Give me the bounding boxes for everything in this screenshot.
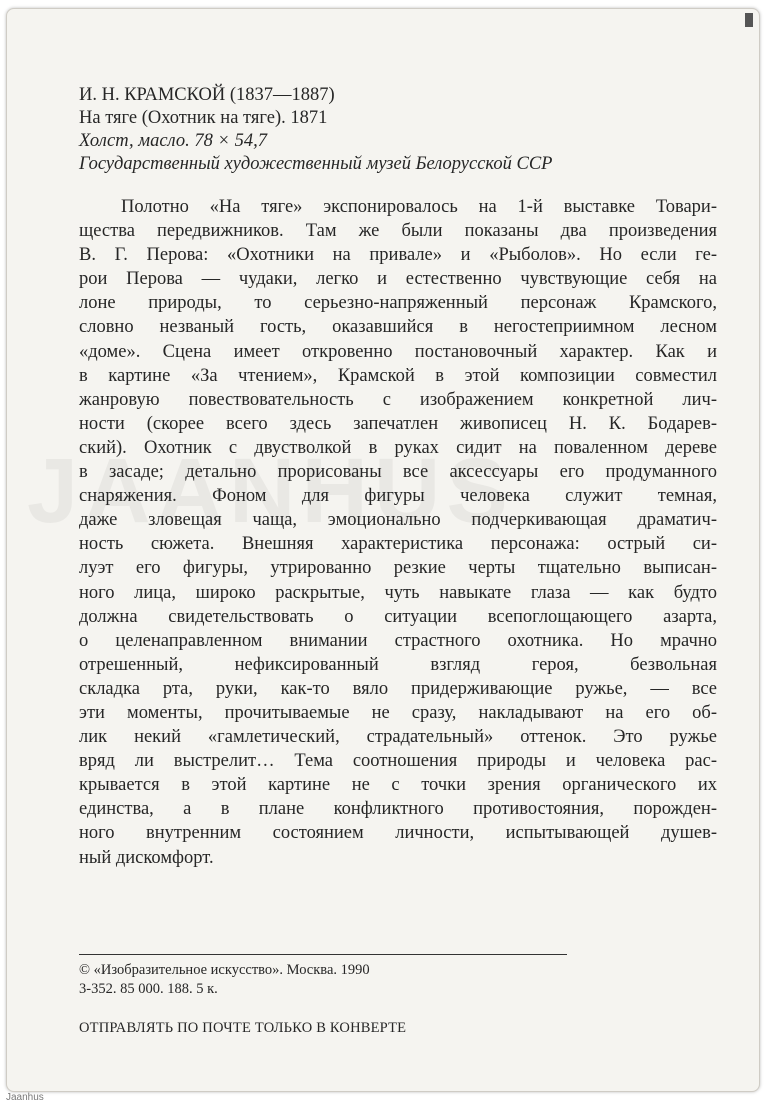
text-line: складка рта, руки, как-то вяло придерживающие ружье, — все <box>79 678 717 699</box>
medium-line: Холст, масло. 78 × 54,7 <box>79 131 267 151</box>
mail-notice: ОТПРАВЛЯТЬ ПО ПОЧТЕ ТОЛЬКО В КОНВЕРТЕ <box>79 1020 407 1036</box>
text-line: ности (скорее всего здесь запечатлен живописец Н. К. Бодарев- <box>79 413 717 434</box>
text-line: словно незваный гость, оказавшийся в негостеприимном лесном <box>79 317 717 338</box>
text-line: отрешенный, нефиксированный взгляд героя, безвольная <box>79 654 717 675</box>
text-line: В. Г. Перова: «Охотники на привале» и «Рыболов». Но если ге- <box>79 245 717 266</box>
text-line: лик некий «гамлетический, страдательный» оттенок. Это ружье <box>79 727 717 748</box>
description-text <box>79 195 717 870</box>
print-info-line: 3-352. 85 000. 188. 5 к. <box>79 981 218 997</box>
text-line: в картине «За чтением», Крамской в этой композиции совместил <box>79 365 717 386</box>
text-line: снаряжения. Фоном для фигуры человека служит темная, <box>79 486 717 507</box>
author-line: И. Н. КРАМСКОЙ (1837—1887) <box>79 85 335 105</box>
source-label: Jaanhus <box>6 1092 44 1103</box>
text-line: ный дискомфорт. <box>79 847 214 868</box>
text-line: эти моменты, прочитываемые не сразу, накладывают на его об- <box>79 702 717 723</box>
copyright-line: © «Изобразительное искусство». Москва. 1990 <box>79 962 370 978</box>
text-line: луэт его фигуры, утрированно резкие черты тщательно выписан- <box>79 558 717 579</box>
postcard-back <box>6 8 760 1092</box>
text-line: должна свидетельствовать о ситуации всепоглощающего азарта, <box>79 606 717 627</box>
footer-divider <box>79 954 567 955</box>
text-line: даже зловещая чаща, эмоционально подчеркивающая драматич- <box>79 510 717 531</box>
museum-line: Государственный художественный музей Белорусской ССР <box>79 154 553 174</box>
text-line: вряд ли выстрелит… Тема соотношения природы и человека рас- <box>79 751 717 772</box>
text-line: рои Перова — чудаки, легко и естественно чувствующие себя на <box>79 269 717 290</box>
text-line: в засаде; детально прорисованы все аксессуары его продуманного <box>79 462 717 483</box>
text-line: ного лица, широко раскрытые, чуть навыкате глаза — как будто <box>79 582 717 603</box>
text-line: «доме». Сцена имеет откровенно постановочный характер. Как и <box>79 341 717 362</box>
title-line: На тяге (Охотник на тяге). 1871 <box>79 108 328 128</box>
publisher-footer <box>79 961 719 1038</box>
text-line: о целенаправленном внимании страстного охотника. Но мрачно <box>79 630 717 651</box>
text-line: крывается в этой картине не с точки зрения органического их <box>79 775 717 796</box>
text-line: жанровую повествовательность с изображением конкретной лич- <box>79 389 717 410</box>
text-line: ность сюжета. Внешняя характеристика персонажа: острый си- <box>79 534 717 555</box>
text-line: единства, а в плане конфликтного противостояния, порожден- <box>79 799 717 820</box>
corner-mark <box>745 13 753 27</box>
text-line: щества передвижников. Там же были показаны два произведения <box>79 221 717 242</box>
text-line: лоне природы, то серьезно-напряженный персонаж Крамского, <box>79 293 717 314</box>
text-line: Полотно «На тяге» экспонировалось на 1-й выставке Товари- <box>121 197 717 217</box>
text-line: ский). Охотник с двустволкой в руках сидит на поваленном дереве <box>79 437 717 458</box>
artwork-header <box>79 84 719 176</box>
text-line: ного внутренним состоянием личности, испытывающей душев- <box>79 823 717 844</box>
